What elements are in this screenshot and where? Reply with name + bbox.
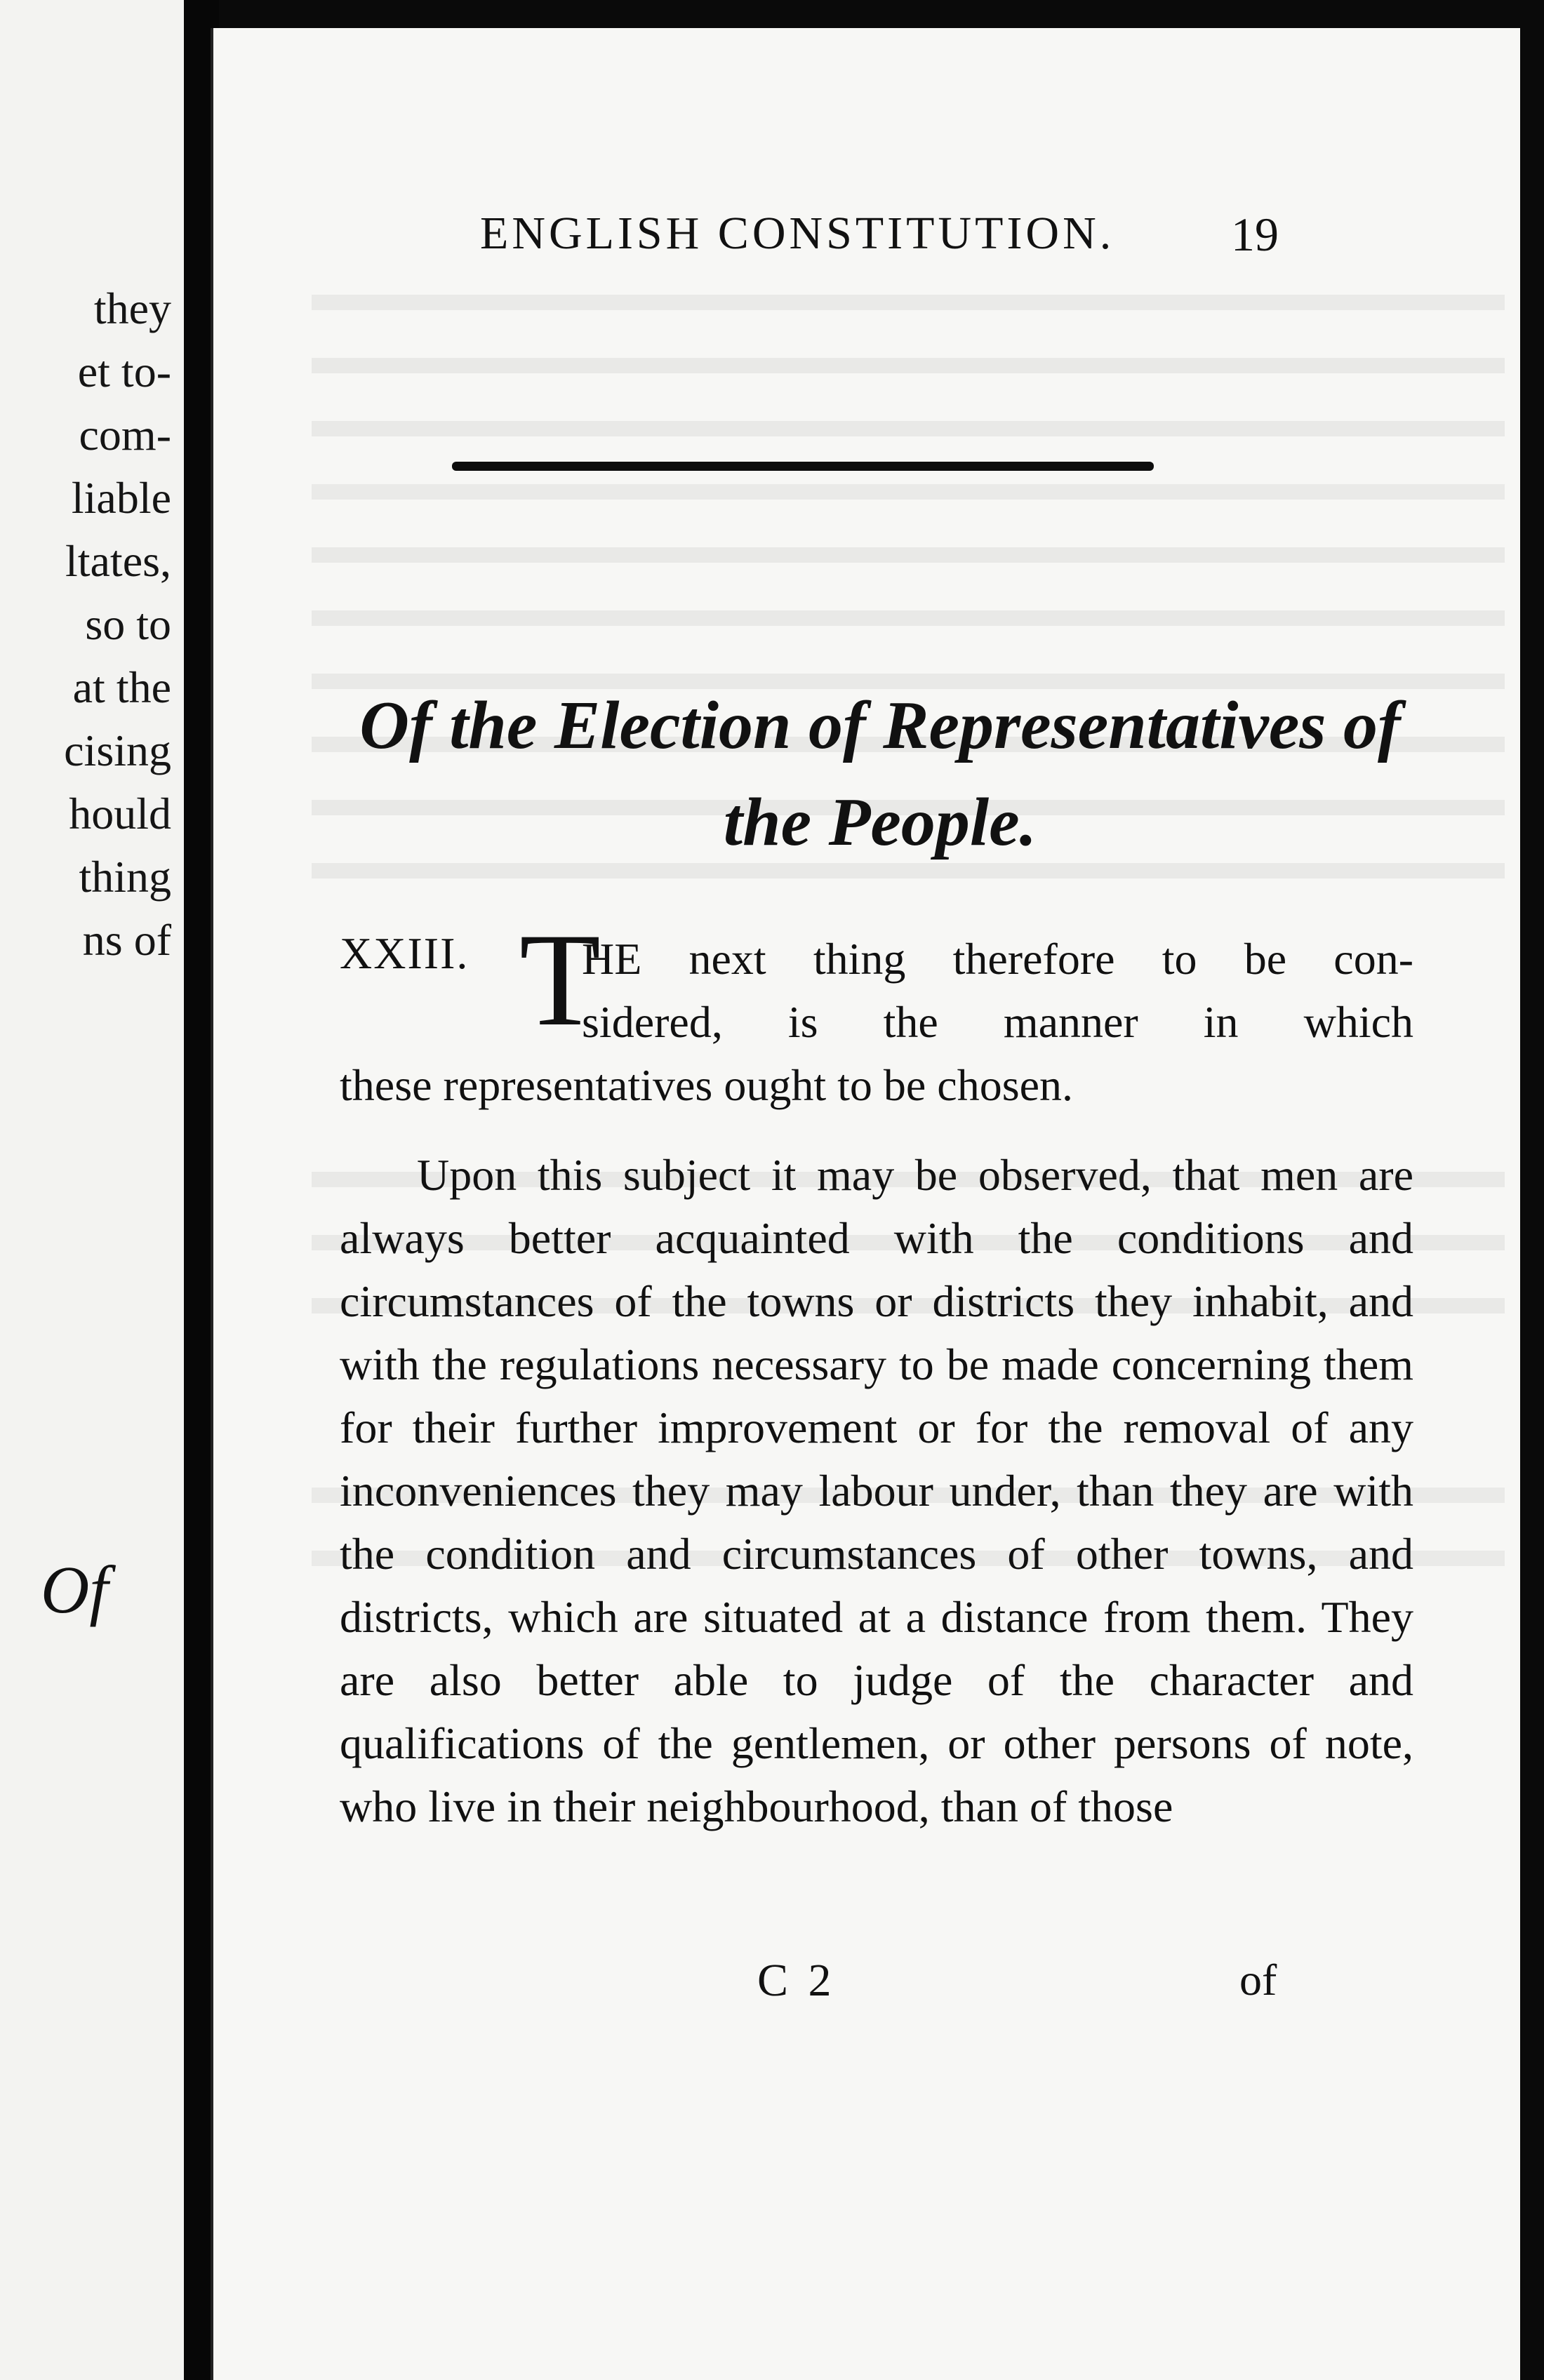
facing-page-line: thing: [79, 852, 171, 902]
running-head: ENGLISH CONSTITUTION.: [480, 208, 1115, 259]
decorative-rule: [452, 462, 1154, 471]
signature-mark: C 2: [757, 1955, 836, 2006]
facing-page-line: they: [93, 283, 171, 333]
body-paragraph: Upon this subject it may be observed, that men are always better acquainted with the conditions and circumstances of the towns or districts they inhabit, and with the regulations necessary to be made concerning them for their further improvement or for the removal of any inconveniences they may labour under, than they are with the condition and circumstances of other towns, and districts, which are situated at a distance from them. They are also better able to judge of the character and qualifications of the gentlemen, or other persons of note, who live in their neighbourhood, than of those: [340, 1150, 1413, 1831]
section-number: XXIII.: [340, 928, 470, 978]
paragraph-line: HE next thing therefore to be con-: [582, 934, 1413, 984]
facing-page-line: ltates,: [65, 536, 171, 586]
page-number: 19: [1231, 208, 1279, 261]
facing-page-line: hould: [69, 789, 171, 838]
facing-page-line: com-: [79, 410, 171, 460]
facing-page-line: at the: [72, 662, 171, 712]
facing-page-line: cising: [64, 726, 171, 775]
book-page: [211, 28, 1520, 2380]
facing-page-fragment: [0, 0, 184, 2380]
paragraph-line: sidered, is the manner in which: [582, 997, 1413, 1047]
facing-page-line: ns of: [82, 915, 171, 965]
facing-page-line: so to: [85, 599, 171, 649]
paragraph-line: these representatives ought to be chosen.: [340, 1060, 1073, 1110]
facing-page-italic-heading-fragment: Of: [41, 1552, 108, 1627]
section-heading: Of the Election of Representatives of the People.: [359, 688, 1401, 860]
catchword: of: [1239, 1955, 1277, 2005]
facing-page-line: liable: [71, 473, 171, 523]
facing-page-line: et to-: [77, 347, 171, 396]
drop-cap: T: [519, 907, 601, 1054]
